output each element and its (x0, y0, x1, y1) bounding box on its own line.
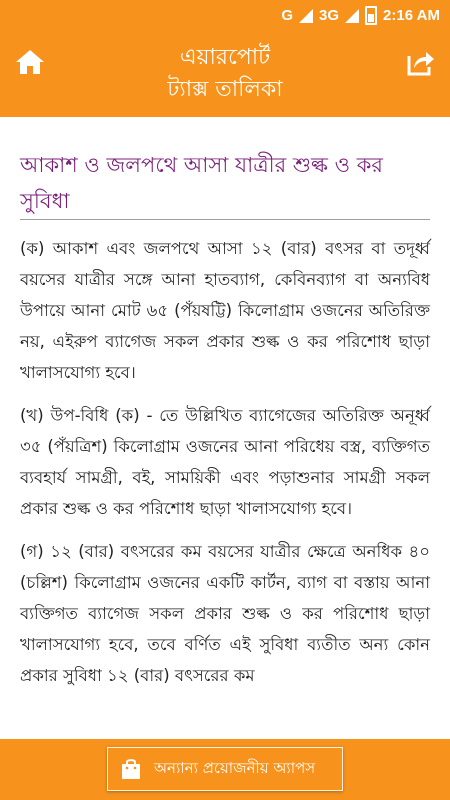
network-indicator: G (281, 7, 294, 24)
battery-icon (365, 6, 377, 25)
share-button[interactable] (406, 48, 436, 76)
title-line-2: ট্যাক্স তালিকা (167, 77, 283, 102)
network-type: 3G (319, 7, 340, 24)
content-panel[interactable] (0, 117, 450, 739)
signal-strength-icon (345, 9, 359, 23)
signal-icon (299, 9, 313, 23)
other-apps-label: অন্যান্য প্রয়োজনীয় অ্যাপস (154, 758, 316, 777)
page-title (70, 42, 380, 106)
app-header (0, 32, 450, 117)
other-apps-button[interactable] (107, 747, 343, 791)
section-title: আকাশ ও জলপথে আসা যাত্রীর শুল্ক ও কর সুবিধা (20, 153, 383, 213)
status-time: 2:16 AM (383, 7, 440, 24)
title-line-1: এয়ারপোর্ট (179, 45, 271, 70)
paragraph-ga: (গ) ১২ (বার) বৎসরের কম বয়সের যাত্রীর ক্ষেত্রে অনধিক ৪০ (চল্লিশ) কিলোগ্রাম ওজনের একটি কার্টন, ব্যাগ বা বস্তায় আনা ব্যক্তিগত ব্যাগেজ সকল প্রকার শুল্ক ও কর পরিশোধ ছাড়া খালাসযোগ্য হবে, তবে বর্ণিত এই সুবিধা ব্যতীত অন্য কোন প্রকার সুবিধা ১২ (বার) বৎসরের কম (20, 542, 430, 685)
home-button[interactable] (14, 48, 46, 76)
footer-bar (0, 739, 450, 800)
title-divider (20, 219, 430, 220)
home-icon (14, 48, 46, 76)
paragraph-ka: (ক) আকাশ এবং জলপথে আসা ১২ (বার) বৎসর বা তদূর্ধ্ব বয়সের যাত্রীর সঙ্গে আনা হাতব্যাগ, কেবিনব্যাগ বা অন্যবিধ উপায়ে আনা মোট ৬৫ (পঁয়ষট্টি) কিলোগ্রাম ওজনের অতিরিক্ত নয়, এইরুপ ব্যাগেজ সকল প্রকার শুল্ক ও কর পরিশোধ ছাড়া খালাসযোগ্য হবে। (20, 239, 430, 382)
status-bar (0, 0, 450, 32)
paragraph-kha: (খ) উপ-বিধি (ক) - তে উল্লিখিত ব্যাগেজের অতিরিক্ত অনূর্ধ্ব ৩৫ (পঁয়ত্রিশ) কিলোগ্রাম ওজনের আনা পরিধেয় বস্ত্র, ব্যক্তিগত ব্যবহার্য সামগ্রী, বই, সাময়িকী এবং পড়াশুনার সামগ্রী সকল প্রকার শুল্ক ও কর পরিশোধ ছাড়া খালাসযোগ্য হবে। (20, 406, 430, 518)
paragraph-list (20, 233, 430, 703)
status-icons (281, 6, 440, 25)
share-icon (406, 48, 436, 76)
shopping-bag-icon (120, 758, 142, 780)
